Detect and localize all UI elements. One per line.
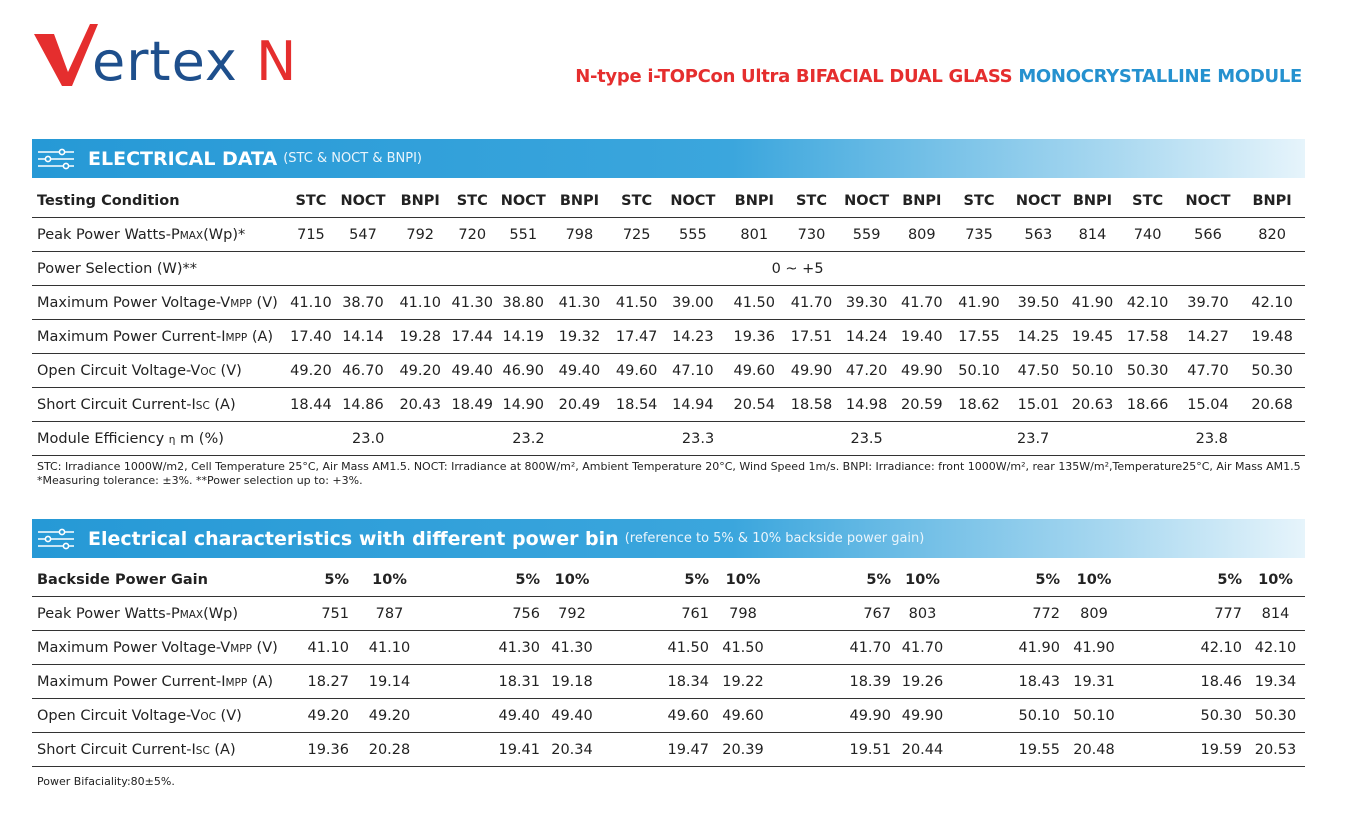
table-cell: 566 (1177, 218, 1239, 252)
table-cell: 23.7 (948, 422, 1119, 456)
table-cell: 39.70 (1177, 286, 1239, 320)
table-cell: STC (611, 184, 663, 218)
label-text: Maximum Power Current-I (37, 673, 226, 690)
table-cell: 18.34 (600, 665, 713, 699)
table-cell: 761 (600, 597, 713, 631)
label-text: Open Circuit Voltage-V (37, 362, 201, 379)
row-label (32, 286, 290, 320)
table-cell: BNPI (1239, 184, 1305, 218)
electrical-data-banner (32, 139, 1305, 178)
table-row (32, 597, 1305, 631)
table-row (32, 699, 1305, 733)
row-label (32, 354, 290, 388)
table-cell: 47.50 (1010, 354, 1066, 388)
table-cell: 19.40 (896, 320, 948, 354)
row-label (32, 422, 290, 456)
product-tagline (575, 66, 1302, 87)
table-cell: 809 (896, 218, 948, 252)
table-cell: 49.60 (713, 699, 773, 733)
table-cell: 41.10 (290, 286, 332, 320)
table-cell: 5% (600, 563, 713, 597)
table-cell: 14.14 (332, 320, 394, 354)
label-text: Power Selection (W)** (37, 260, 198, 277)
label-subscript: SC (195, 399, 210, 412)
label-text: Testing Condition (37, 192, 180, 209)
label-subscript: MPP (230, 297, 252, 310)
table-cell: 14.86 (332, 388, 394, 422)
table-cell: 41.10 (394, 286, 446, 320)
row-label (32, 218, 290, 252)
label-suffix: (A) (247, 673, 274, 690)
table-cell: 20.54 (723, 388, 785, 422)
table-cell: 20.68 (1239, 388, 1305, 422)
table-cell: 41.90 (1066, 286, 1118, 320)
table-cell: 814 (1246, 597, 1305, 631)
table-cell: 19.26 (895, 665, 950, 699)
table-cell: 20.39 (713, 733, 773, 767)
table-cell: 49.90 (895, 699, 950, 733)
table-cell: 19.47 (600, 733, 713, 767)
table-cell: 41.70 (785, 286, 837, 320)
table-cell: 792 (394, 218, 446, 252)
tagline-blue: MONOCRYSTALLINE MODULE (1018, 66, 1302, 87)
row-label (32, 597, 298, 631)
table-cell: 10% (544, 563, 600, 597)
table-cell: 41.30 (446, 286, 498, 320)
table-cell: 23.5 (785, 422, 947, 456)
table-cell: 19.51 (773, 733, 895, 767)
table-cell: 740 (1118, 218, 1176, 252)
label-subscript: η (168, 433, 176, 446)
table-cell: BNPI (1066, 184, 1118, 218)
table-cell: 19.22 (713, 665, 773, 699)
table-cell: NOCT (1010, 184, 1066, 218)
table-cell: 41.70 (895, 631, 950, 665)
table-cell: 41.50 (611, 286, 663, 320)
label-text: Module Efficiency (37, 430, 169, 447)
row-label (32, 563, 298, 597)
table-row (32, 320, 1305, 354)
table-cell: 15.01 (1010, 388, 1066, 422)
table-cell: 39.50 (1010, 286, 1066, 320)
label-suffix: m (%) (175, 430, 224, 447)
table-cell: 42.10 (1118, 286, 1176, 320)
table-cell: 19.31 (1064, 665, 1124, 699)
table-cell: 19.18 (544, 665, 600, 699)
label-text: Short Circuit Current-I (37, 396, 196, 413)
table-cell: 14.19 (498, 320, 548, 354)
row-label (32, 699, 298, 733)
table-cell: 725 (611, 218, 663, 252)
table-cell: 798 (548, 218, 610, 252)
row-label (32, 320, 290, 354)
table-cell: 50.30 (1118, 354, 1176, 388)
table-cell: 19.34 (1246, 665, 1305, 699)
table-cell: 41.10 (353, 631, 426, 665)
table-cell: 41.30 (426, 631, 544, 665)
table-cell: 14.94 (663, 388, 723, 422)
brand-name: ertex N (92, 30, 298, 93)
table-cell: 50.10 (1064, 699, 1124, 733)
table-cell: 756 (426, 597, 544, 631)
table-cell: 787 (353, 597, 426, 631)
table-cell: 17.55 (948, 320, 1010, 354)
label-text: Open Circuit Voltage-V (37, 707, 201, 724)
label-subscript: MPP (225, 331, 248, 344)
table-cell: 47.70 (1177, 354, 1239, 388)
table-cell: 803 (895, 597, 950, 631)
table-cell: 18.58 (785, 388, 837, 422)
table-cell: NOCT (838, 184, 896, 218)
table-cell: NOCT (498, 184, 548, 218)
table-cell: 809 (1064, 597, 1124, 631)
label-subscript: MAX (179, 229, 204, 242)
row-label (32, 631, 298, 665)
table-cell: 50.30 (1239, 354, 1305, 388)
label-text: Maximum Power Voltage-V (37, 639, 231, 656)
table-cell: 14.27 (1177, 320, 1239, 354)
table-cell: 20.53 (1246, 733, 1305, 767)
table-cell: 41.50 (600, 631, 713, 665)
table-cell: 18.44 (290, 388, 332, 422)
table-cell: 814 (1066, 218, 1118, 252)
table-cell: 14.98 (838, 388, 896, 422)
table-cell: 50.10 (948, 354, 1010, 388)
table-cell: 17.58 (1118, 320, 1176, 354)
label-text: Backside Power Gain (37, 571, 208, 588)
table-cell: 18.54 (611, 388, 663, 422)
table-cell: 38.70 (332, 286, 394, 320)
table-cell: 5% (1124, 563, 1246, 597)
table-cell: 10% (1246, 563, 1305, 597)
table-cell: 19.36 (723, 320, 785, 354)
table-cell: 49.90 (785, 354, 837, 388)
table-cell: 19.36 (298, 733, 353, 767)
row-label (32, 733, 298, 767)
table-cell: STC (785, 184, 837, 218)
power-bin-banner (32, 519, 1305, 558)
table-cell: 47.20 (838, 354, 896, 388)
table-cell: 49.40 (446, 354, 498, 388)
table-cell: BNPI (548, 184, 610, 218)
table-cell: STC (290, 184, 332, 218)
table-cell: 42.10 (1124, 631, 1246, 665)
table-cell: 563 (1010, 218, 1066, 252)
header-row (32, 184, 1305, 218)
table-cell: 20.28 (353, 733, 426, 767)
table-row (32, 354, 1305, 388)
table-cell: 20.49 (548, 388, 610, 422)
table-cell: 49.20 (298, 699, 353, 733)
table-cell: 17.44 (446, 320, 498, 354)
table-cell: 18.39 (773, 665, 895, 699)
table-cell: 39.00 (663, 286, 723, 320)
label-suffix: (A) (209, 396, 236, 413)
conditions-note: STC: Irradiance 1000W/m2, Cell Temperature 25°C, Air Mass AM1.5. NOCT: Irradiance at 800W/m², Ambient Temperature 20°C, Wind Speed 1m/s. BNPI: Irradiance: front 1000W/m², rear 135W/m²,Temperature25°C, Air Mass AM1.5 (37, 460, 1301, 473)
label-subscript: MPP (230, 642, 252, 655)
table-cell: 14.23 (663, 320, 723, 354)
power-bin-table (32, 563, 1305, 767)
table-cell: 18.46 (1124, 665, 1246, 699)
table-cell: 767 (773, 597, 895, 631)
table-cell: 47.10 (663, 354, 723, 388)
table-cell: 18.43 (950, 665, 1064, 699)
table-cell: NOCT (332, 184, 394, 218)
table-cell: 559 (838, 218, 896, 252)
table-cell: STC (446, 184, 498, 218)
table-cell: 801 (723, 218, 785, 252)
table-cell: 38.80 (498, 286, 548, 320)
table-cell: 19.45 (1066, 320, 1118, 354)
table-cell: 5% (298, 563, 353, 597)
table-cell: 19.59 (1124, 733, 1246, 767)
table-cell: 50.10 (1066, 354, 1118, 388)
table-cell: 798 (713, 597, 773, 631)
table-row (32, 665, 1305, 699)
table-cell: 10% (713, 563, 773, 597)
label-text: Peak Power Watts-P (37, 605, 180, 622)
table-cell: 17.47 (611, 320, 663, 354)
table-cell: 18.66 (1118, 388, 1176, 422)
table-cell: 41.30 (548, 286, 610, 320)
table-cell: 18.49 (446, 388, 498, 422)
label-text: Short Circuit Current-I (37, 741, 196, 758)
electrical-data-notes (37, 460, 1301, 488)
table-cell: 20.44 (895, 733, 950, 767)
header-row (32, 563, 1305, 597)
table-cell: 19.28 (394, 320, 446, 354)
label-suffix: (V) (251, 639, 278, 656)
table-cell: 551 (498, 218, 548, 252)
table-cell: 792 (544, 597, 600, 631)
section-title: ELECTRICAL DATA (88, 147, 278, 170)
table-cell: 777 (1124, 597, 1246, 631)
table-cell: 772 (950, 597, 1064, 631)
table-cell: 20.43 (394, 388, 446, 422)
table-cell: 41.50 (713, 631, 773, 665)
table-cell: 20.48 (1064, 733, 1124, 767)
table-row (32, 252, 1305, 286)
table-cell: 730 (785, 218, 837, 252)
table-cell: 41.90 (948, 286, 1010, 320)
table-cell: NOCT (663, 184, 723, 218)
table-row (32, 422, 1305, 456)
table-cell: 42.10 (1246, 631, 1305, 665)
label-text: Maximum Power Current-I (37, 328, 226, 345)
table-cell: 41.70 (896, 286, 948, 320)
table-cell: 10% (353, 563, 426, 597)
row-label (32, 388, 290, 422)
label-text: Maximum Power Voltage-V (37, 294, 231, 311)
table-row (32, 218, 1305, 252)
table-cell: 49.20 (394, 354, 446, 388)
table-cell: 20.59 (896, 388, 948, 422)
row-label (32, 252, 290, 286)
table-row (32, 733, 1305, 767)
label-subscript: MPP (225, 676, 248, 689)
electrical-data-table (32, 184, 1305, 456)
table-cell: 41.50 (723, 286, 785, 320)
label-suffix: (V) (251, 294, 278, 311)
tagline-red: N-type i-TOPCon Ultra BIFACIAL DUAL GLASS (575, 66, 1013, 87)
table-cell: 49.60 (600, 699, 713, 733)
table-cell: 19.48 (1239, 320, 1305, 354)
table-cell: 23.3 (611, 422, 786, 456)
table-cell: 41.90 (1064, 631, 1124, 665)
table-cell: STC (1118, 184, 1176, 218)
table-cell: 735 (948, 218, 1010, 252)
table-cell: 14.90 (498, 388, 548, 422)
label-subscript: OC (200, 710, 216, 723)
table-cell: 547 (332, 218, 394, 252)
label-suffix: (Wp)* (203, 226, 246, 243)
table-cell: 39.30 (838, 286, 896, 320)
label-suffix: (V) (215, 707, 242, 724)
table-cell: 19.32 (548, 320, 610, 354)
row-label (32, 184, 290, 218)
table-cell: 10% (895, 563, 950, 597)
section-title: Electrical characteristics with different power bin (88, 527, 619, 550)
table-cell: 46.70 (332, 354, 394, 388)
table-row (32, 631, 1305, 665)
table-cell: 19.14 (353, 665, 426, 699)
table-cell: 5% (426, 563, 544, 597)
label-suffix: (A) (247, 328, 274, 345)
table-cell: 720 (446, 218, 498, 252)
table-row (32, 388, 1305, 422)
table-cell: 18.27 (298, 665, 353, 699)
table-cell: 5% (773, 563, 895, 597)
table-cell: 15.04 (1177, 388, 1239, 422)
table-cell: 20.34 (544, 733, 600, 767)
table-cell: 19.55 (950, 733, 1064, 767)
table-cell: 23.0 (290, 422, 446, 456)
table-cell: 49.20 (353, 699, 426, 733)
table-cell: BNPI (723, 184, 785, 218)
label-text: Peak Power Watts-P (37, 226, 180, 243)
section-subtitle: (STC & NOCT & BNPI) (283, 151, 422, 166)
bifaciality-note: Power Bifaciality:80±5%. (37, 775, 175, 788)
table-cell: 14.25 (1010, 320, 1066, 354)
table-cell: 41.90 (950, 631, 1064, 665)
table-cell: 46.90 (498, 354, 548, 388)
label-suffix: (Wp) (203, 605, 238, 622)
table-cell: STC (948, 184, 1010, 218)
label-subscript: OC (200, 365, 216, 378)
table-cell: 41.70 (773, 631, 895, 665)
table-cell: 17.40 (290, 320, 332, 354)
table-cell: 49.40 (544, 699, 600, 733)
table-cell: 41.10 (298, 631, 353, 665)
section-subtitle: (reference to 5% & 10% backside power gain) (624, 531, 925, 546)
table-cell: 751 (298, 597, 353, 631)
label-subscript: MAX (179, 608, 204, 621)
table-cell: 42.10 (1239, 286, 1305, 320)
sliders-icon (36, 528, 76, 550)
table-cell: 17.51 (785, 320, 837, 354)
table-cell: 49.90 (773, 699, 895, 733)
table-cell: 5% (950, 563, 1064, 597)
table-cell: NOCT (1177, 184, 1239, 218)
table-cell: 49.20 (290, 354, 332, 388)
table-cell: 18.31 (426, 665, 544, 699)
table-cell: BNPI (896, 184, 948, 218)
table-cell: 49.40 (426, 699, 544, 733)
label-suffix: (V) (215, 362, 242, 379)
table-cell: 49.60 (723, 354, 785, 388)
table-cell: 10% (1064, 563, 1124, 597)
table-cell: 50.10 (950, 699, 1064, 733)
table-cell: 49.90 (896, 354, 948, 388)
table-cell: 555 (663, 218, 723, 252)
tolerance-note: *Measuring tolerance: ±3%. **Power selection up to: +3%. (37, 474, 363, 487)
table-cell: 23.8 (1118, 422, 1305, 456)
table-cell: 19.41 (426, 733, 544, 767)
table-cell: 23.2 (446, 422, 610, 456)
label-subscript: SC (195, 744, 210, 757)
table-cell: 49.60 (611, 354, 663, 388)
table-cell: 50.30 (1124, 699, 1246, 733)
row-label (32, 665, 298, 699)
table-cell: 20.63 (1066, 388, 1118, 422)
label-suffix: (A) (209, 741, 236, 758)
table-cell: 820 (1239, 218, 1305, 252)
table-cell: 0 ~ +5 (290, 252, 1305, 286)
table-row (32, 286, 1305, 320)
table-cell: 49.40 (548, 354, 610, 388)
table-cell: 41.30 (544, 631, 600, 665)
table-cell: 18.62 (948, 388, 1010, 422)
sliders-icon (36, 148, 76, 170)
table-cell: 14.24 (838, 320, 896, 354)
table-cell: BNPI (394, 184, 446, 218)
table-cell: 50.30 (1246, 699, 1305, 733)
table-cell: 715 (290, 218, 332, 252)
